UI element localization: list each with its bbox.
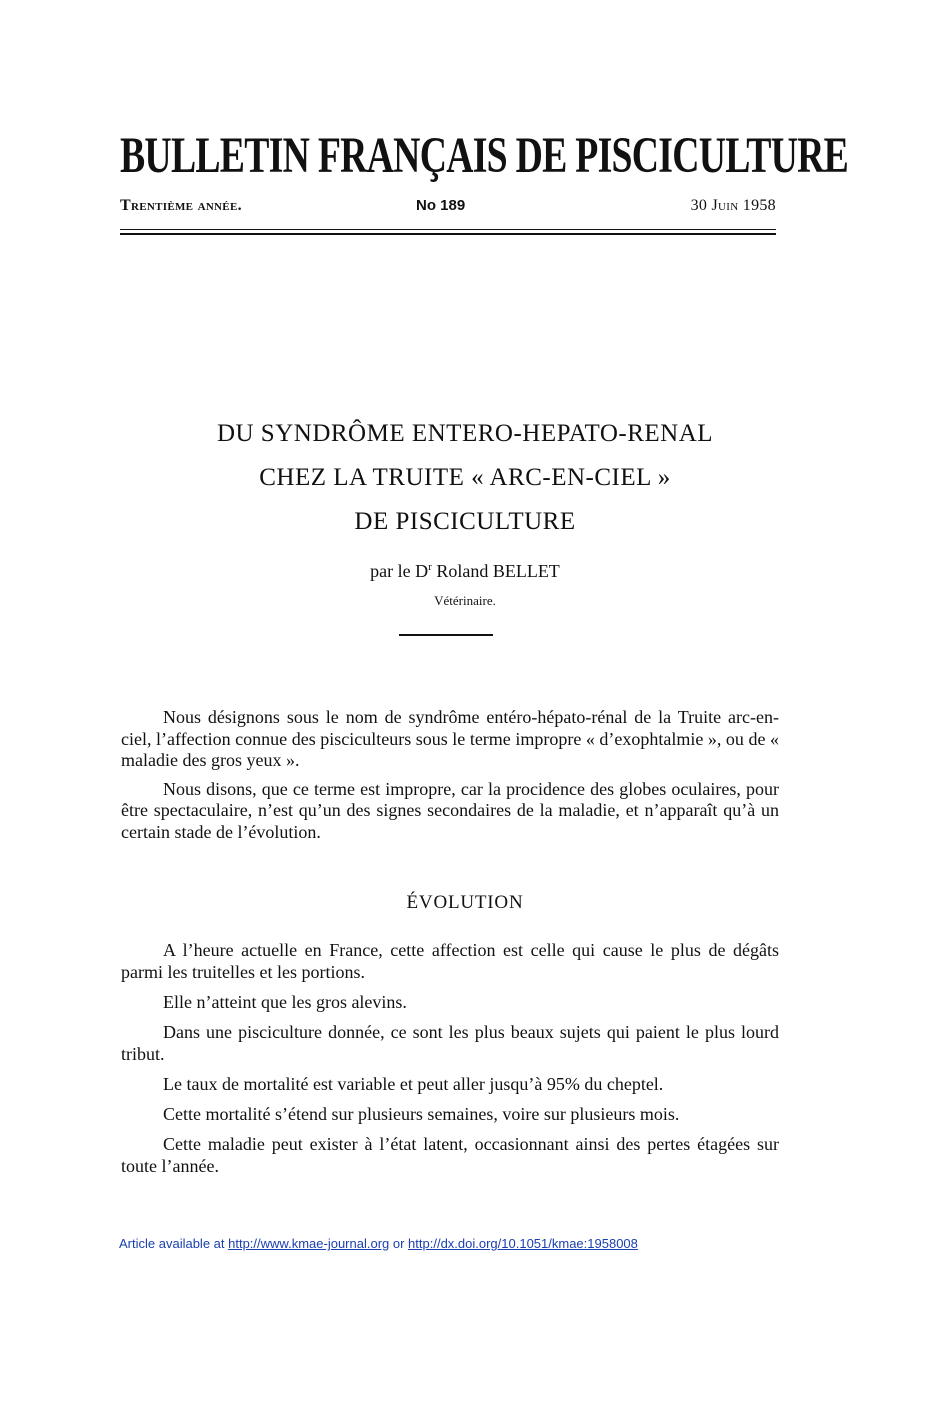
paragraph: Le taux de mortalité est variable et peut aller jusqu’à 95% du cheptel. <box>163 1073 664 1094</box>
author-name: Roland BELLET <box>431 561 560 581</box>
masthead-rule-thick <box>120 233 776 235</box>
byline <box>100 555 830 583</box>
paragraph: A l’heure actuelle en France, cette affection est celle qui cause le plus de dégâts parmi les truitelles et les portions. <box>121 940 779 982</box>
paragraph: Nous désignons sous le nom de syndrôme entéro-hépato-rénal de la Truite arc-en-ciel, l’affection connue des pisciculteurs sous le terme impropre « d’exophtalmie », ou de « maladie des gros yeux ». <box>121 707 779 771</box>
masthead-rule-thin <box>120 229 776 230</box>
article-title-line: DE PISCICULTURE <box>354 508 576 535</box>
footer-middle: or <box>389 1236 409 1251</box>
masthead-info <box>120 196 776 216</box>
doi-link[interactable]: http://dx.doi.org/10.1051/kmae:1958008 <box>408 1236 638 1251</box>
year-label: Trentième année. <box>120 197 242 214</box>
section-heading: ÉVOLUTION <box>406 892 524 913</box>
byline-superscript: r <box>428 561 432 573</box>
intro-section <box>121 707 779 851</box>
title-separator <box>399 634 493 636</box>
article-title-line: CHEZ LA TRUITE « ARC-EN-CIEL » <box>259 464 671 491</box>
journal-link[interactable]: http://www.kmae-journal.org <box>228 1236 390 1251</box>
footer-prefix: Article available at <box>119 1236 229 1251</box>
paragraph: Nous disons, que ce terme est impropre, car la procidence des globes oculaires, pour être spectaculaire, n’est qu’un des signes secondaires de la maladie, et n’apparaît qu’à un certain stade de l’évolution. <box>121 778 779 842</box>
evolution-section <box>121 940 779 1186</box>
paragraph: Cette mortalité s’étend sur plusieurs semaines, voire sur plusieurs mois. <box>163 1103 680 1124</box>
byline-prefix: par le D <box>370 561 429 581</box>
journal-title: BULLETIN FRANÇAIS DE PISCICULTURE <box>120 128 849 184</box>
article-availability-note <box>119 1236 638 1252</box>
article-title-line: DU SYNDRÔME ENTERO-HEPATO-RENAL <box>216 420 714 447</box>
paragraph: Cette maladie peut exister à l’état latent, occasionnant ainsi des pertes étagées sur toute l’année. <box>121 1134 779 1176</box>
paragraph: Elle n’atteint que les gros alevins. <box>163 991 407 1012</box>
article-title <box>100 412 830 544</box>
paragraph: Dans une pisciculture donnée, ce sont les plus beaux sujets qui paient le plus lourd tribut. <box>121 1021 779 1064</box>
issue-date: 30 Juin 1958 <box>690 197 776 214</box>
author-affiliation: Vétérinaire. <box>434 593 496 608</box>
issue-number: No 189 <box>416 197 466 214</box>
